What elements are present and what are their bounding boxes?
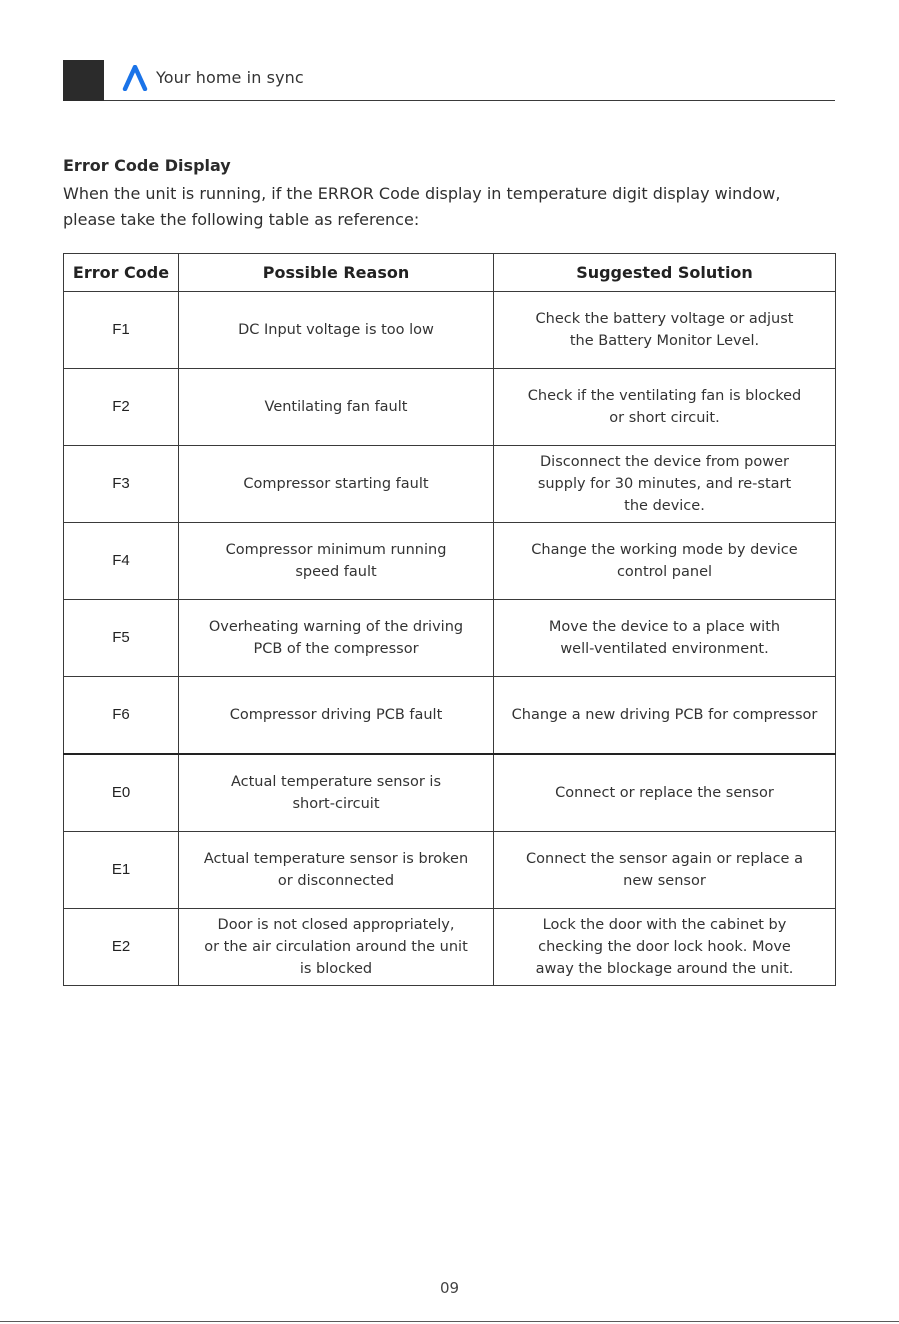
possible-reason-cell bbox=[179, 523, 494, 600]
table-row bbox=[64, 832, 836, 909]
reason-line: short-circuit bbox=[292, 796, 380, 812]
solution-line: the device. bbox=[624, 498, 705, 514]
suggested-solution-cell bbox=[494, 600, 836, 677]
suggested-solution-cell bbox=[494, 909, 836, 986]
table-row bbox=[64, 677, 836, 755]
suggested-solution-cell bbox=[494, 677, 836, 755]
solution-line: Connect or replace the sensor bbox=[555, 785, 774, 801]
table-row bbox=[64, 754, 836, 832]
solution-line: Change a new driving PCB for compressor bbox=[511, 707, 818, 723]
reason-line: is blocked bbox=[299, 961, 373, 977]
error-code-cell: E1 bbox=[64, 832, 179, 909]
solution-line: Change the working mode by device bbox=[531, 542, 798, 558]
error-code-cell: E2 bbox=[64, 909, 179, 986]
solution-line: away the blockage around the unit. bbox=[535, 961, 794, 977]
header-divider bbox=[104, 100, 835, 101]
possible-reason-cell bbox=[179, 446, 494, 523]
table-header-row bbox=[64, 254, 836, 292]
intro-line: When the unit is running, if the ERROR Code display in temperature digit display window, bbox=[63, 184, 781, 203]
reason-line: Compressor driving PCB fault bbox=[229, 707, 443, 723]
suggested-solution-cell bbox=[494, 369, 836, 446]
reason-line: speed fault bbox=[295, 564, 377, 580]
suggested-solution-cell bbox=[494, 523, 836, 600]
suggested-solution-cell bbox=[494, 446, 836, 523]
error-code-cell: F5 bbox=[64, 600, 179, 677]
error-code-cell: F3 bbox=[64, 446, 179, 523]
suggested-solution-cell bbox=[494, 832, 836, 909]
header-possible-reason: Possible Reason bbox=[179, 254, 494, 292]
table-row bbox=[64, 292, 836, 369]
solution-line: Lock the door with the cabinet by bbox=[542, 917, 787, 933]
possible-reason-cell bbox=[179, 292, 494, 369]
solution-line: Move the device to a place with bbox=[548, 619, 781, 635]
possible-reason-cell bbox=[179, 832, 494, 909]
suggested-solution-cell bbox=[494, 754, 836, 832]
solution-line: new sensor bbox=[623, 873, 706, 889]
reason-line: Door is not closed appropriately, bbox=[217, 917, 455, 933]
footer-divider bbox=[0, 1321, 899, 1322]
reason-line: or disconnected bbox=[277, 873, 395, 889]
solution-line: supply for 30 minutes, and re-start bbox=[537, 476, 792, 492]
solution-line: Connect the sensor again or replace a bbox=[526, 851, 803, 867]
page-number: 09 bbox=[439, 1279, 460, 1297]
reason-line: Compressor starting fault bbox=[243, 476, 429, 492]
table-row bbox=[64, 446, 836, 523]
brand-logo-icon bbox=[122, 65, 148, 91]
table-row bbox=[64, 369, 836, 446]
suggested-solution-cell bbox=[494, 292, 836, 369]
table-row bbox=[64, 600, 836, 677]
header-error-code: Error Code bbox=[64, 254, 179, 292]
error-code-table bbox=[63, 253, 836, 986]
brand-tagline: Your home in sync bbox=[156, 68, 304, 87]
possible-reason-cell bbox=[179, 909, 494, 986]
reason-line: Overheating warning of the driving bbox=[208, 619, 464, 635]
solution-line: Disconnect the device from power bbox=[540, 454, 789, 470]
reason-line: Compressor minimum running bbox=[225, 542, 447, 558]
intro-paragraph bbox=[63, 181, 843, 233]
solution-line: control panel bbox=[616, 564, 713, 580]
solution-line: checking the door lock hook. Move bbox=[538, 939, 791, 955]
possible-reason-cell bbox=[179, 369, 494, 446]
reason-line: or the air circulation around the unit bbox=[204, 939, 468, 955]
header-dark-block bbox=[63, 60, 104, 101]
possible-reason-cell bbox=[179, 600, 494, 677]
reason-line: Actual temperature sensor is broken bbox=[203, 851, 469, 867]
table-row bbox=[64, 909, 836, 986]
reason-line: DC Input voltage is too low bbox=[238, 322, 434, 338]
error-code-cell: F4 bbox=[64, 523, 179, 600]
solution-line: the Battery Monitor Level. bbox=[569, 333, 760, 349]
header-suggested-solution: Suggested Solution bbox=[494, 254, 836, 292]
solution-line: Check the battery voltage or adjust bbox=[535, 311, 794, 327]
reason-line: PCB of the compressor bbox=[253, 641, 419, 657]
section-title: Error Code Display bbox=[63, 156, 231, 175]
table-row bbox=[64, 523, 836, 600]
error-code-cell: F2 bbox=[64, 369, 179, 446]
possible-reason-cell bbox=[179, 754, 494, 832]
possible-reason-cell bbox=[179, 677, 494, 755]
error-code-cell: E0 bbox=[64, 754, 179, 832]
reason-line: Actual temperature sensor is bbox=[230, 774, 442, 790]
error-code-cell: F1 bbox=[64, 292, 179, 369]
intro-line: please take the following table as reference: bbox=[63, 210, 420, 229]
table-body bbox=[64, 292, 836, 986]
error-code-cell: F6 bbox=[64, 677, 179, 755]
reason-line: Ventilating fan fault bbox=[264, 399, 408, 415]
solution-line: Check if the ventilating fan is blocked bbox=[527, 388, 802, 404]
solution-line: well-ventilated environment. bbox=[560, 641, 769, 657]
solution-line: or short circuit. bbox=[609, 410, 720, 426]
